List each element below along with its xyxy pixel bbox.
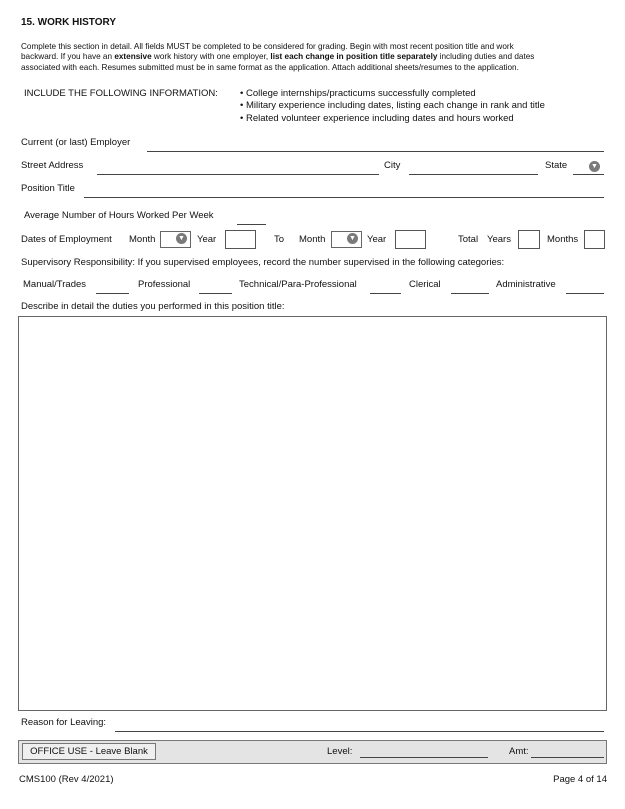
total-months-input[interactable]: [584, 230, 605, 249]
category-label: Manual/Trades: [23, 279, 87, 290]
city-field[interactable]: [409, 174, 538, 175]
dates-label: Dates of Employment: [21, 234, 112, 245]
hours-label: Average Number of Hours Worked Per Week: [24, 210, 214, 221]
section-title: 15. WORK HISTORY: [21, 17, 117, 28]
chevron-down-icon[interactable]: ▼: [347, 233, 358, 244]
reason-field[interactable]: [115, 731, 604, 732]
position-field[interactable]: [84, 197, 604, 198]
year-to-input[interactable]: [395, 230, 426, 249]
instructions-line-3: associated with each. Resumes submitted must be in same format as the application. Attach additional sheets/resumes to the application.: [21, 62, 519, 72]
position-label: Position Title: [21, 183, 75, 194]
level-field[interactable]: [360, 757, 488, 758]
total-years-input[interactable]: [518, 230, 540, 249]
administrative-field[interactable]: [566, 293, 604, 294]
employer-field[interactable]: [147, 151, 604, 152]
total-label: Total: [458, 234, 479, 245]
form-number: CMS100 (Rev 4/2021): [19, 774, 114, 785]
employer-label: Current (or last) Employer: [21, 137, 131, 148]
page-number: Page 4 of 14: [553, 774, 607, 785]
state-dropdown[interactable]: [573, 174, 604, 175]
category-label: Administrative: [496, 279, 556, 290]
chevron-down-icon[interactable]: ▼: [176, 233, 187, 244]
manual-trades-field[interactable]: [96, 293, 129, 294]
include-item: • Related volunteer experience including dates and hours worked: [240, 112, 514, 124]
instructions: [21, 42, 611, 73]
to-label: To: [274, 234, 285, 245]
include-item: • Military experience including dates, listing each change in rank and title: [240, 100, 545, 112]
month-from-label: Month: [129, 234, 156, 245]
hours-field[interactable]: [237, 224, 266, 225]
amt-label: Amt:: [509, 746, 529, 757]
duties-textarea[interactable]: [18, 316, 607, 711]
city-label: City: [384, 160, 401, 171]
year-to-label: Year: [367, 234, 387, 245]
years-label: Years: [487, 234, 511, 245]
level-label: Level:: [327, 746, 353, 757]
year-from-input[interactable]: [225, 230, 256, 249]
street-field[interactable]: [97, 174, 379, 175]
month-to-label: Month: [299, 234, 326, 245]
instructions-line-1: Complete this section in detail. All fields MUST be completed to be considered for grading. Begin with most recent position title and work: [21, 42, 514, 51]
clerical-field[interactable]: [451, 293, 489, 294]
reason-label: Reason for Leaving:: [21, 717, 107, 728]
months-label: Months: [547, 234, 579, 245]
state-label: State: [545, 160, 568, 171]
technical-field[interactable]: [370, 293, 401, 294]
office-use-label: OFFICE USE - Leave Blank: [22, 743, 156, 760]
chevron-down-icon[interactable]: ▼: [589, 161, 600, 172]
supervisory-text: Supervisory Responsibility: If you supervised employees, record the number supervised in the following categories:: [21, 257, 505, 268]
street-label: Street Address: [21, 160, 84, 171]
duties-label: Describe in detail the duties you performed in this position title:: [21, 301, 285, 312]
amt-field[interactable]: [531, 757, 604, 758]
include-label: INCLUDE THE FOLLOWING INFORMATION:: [24, 88, 218, 99]
include-item: • College internships/practicums successfully completed: [240, 88, 476, 99]
instructions-line-2: backward. If you have an extensive work history with one employer, list each change in position title separately including duties and dates: [21, 52, 535, 62]
category-label: Clerical: [409, 279, 441, 290]
category-label: Technical/Para-Professional: [239, 279, 357, 290]
category-label: Professional: [138, 279, 191, 290]
professional-field[interactable]: [199, 293, 232, 294]
year-from-label: Year: [197, 234, 217, 245]
include-list: [240, 88, 545, 125]
